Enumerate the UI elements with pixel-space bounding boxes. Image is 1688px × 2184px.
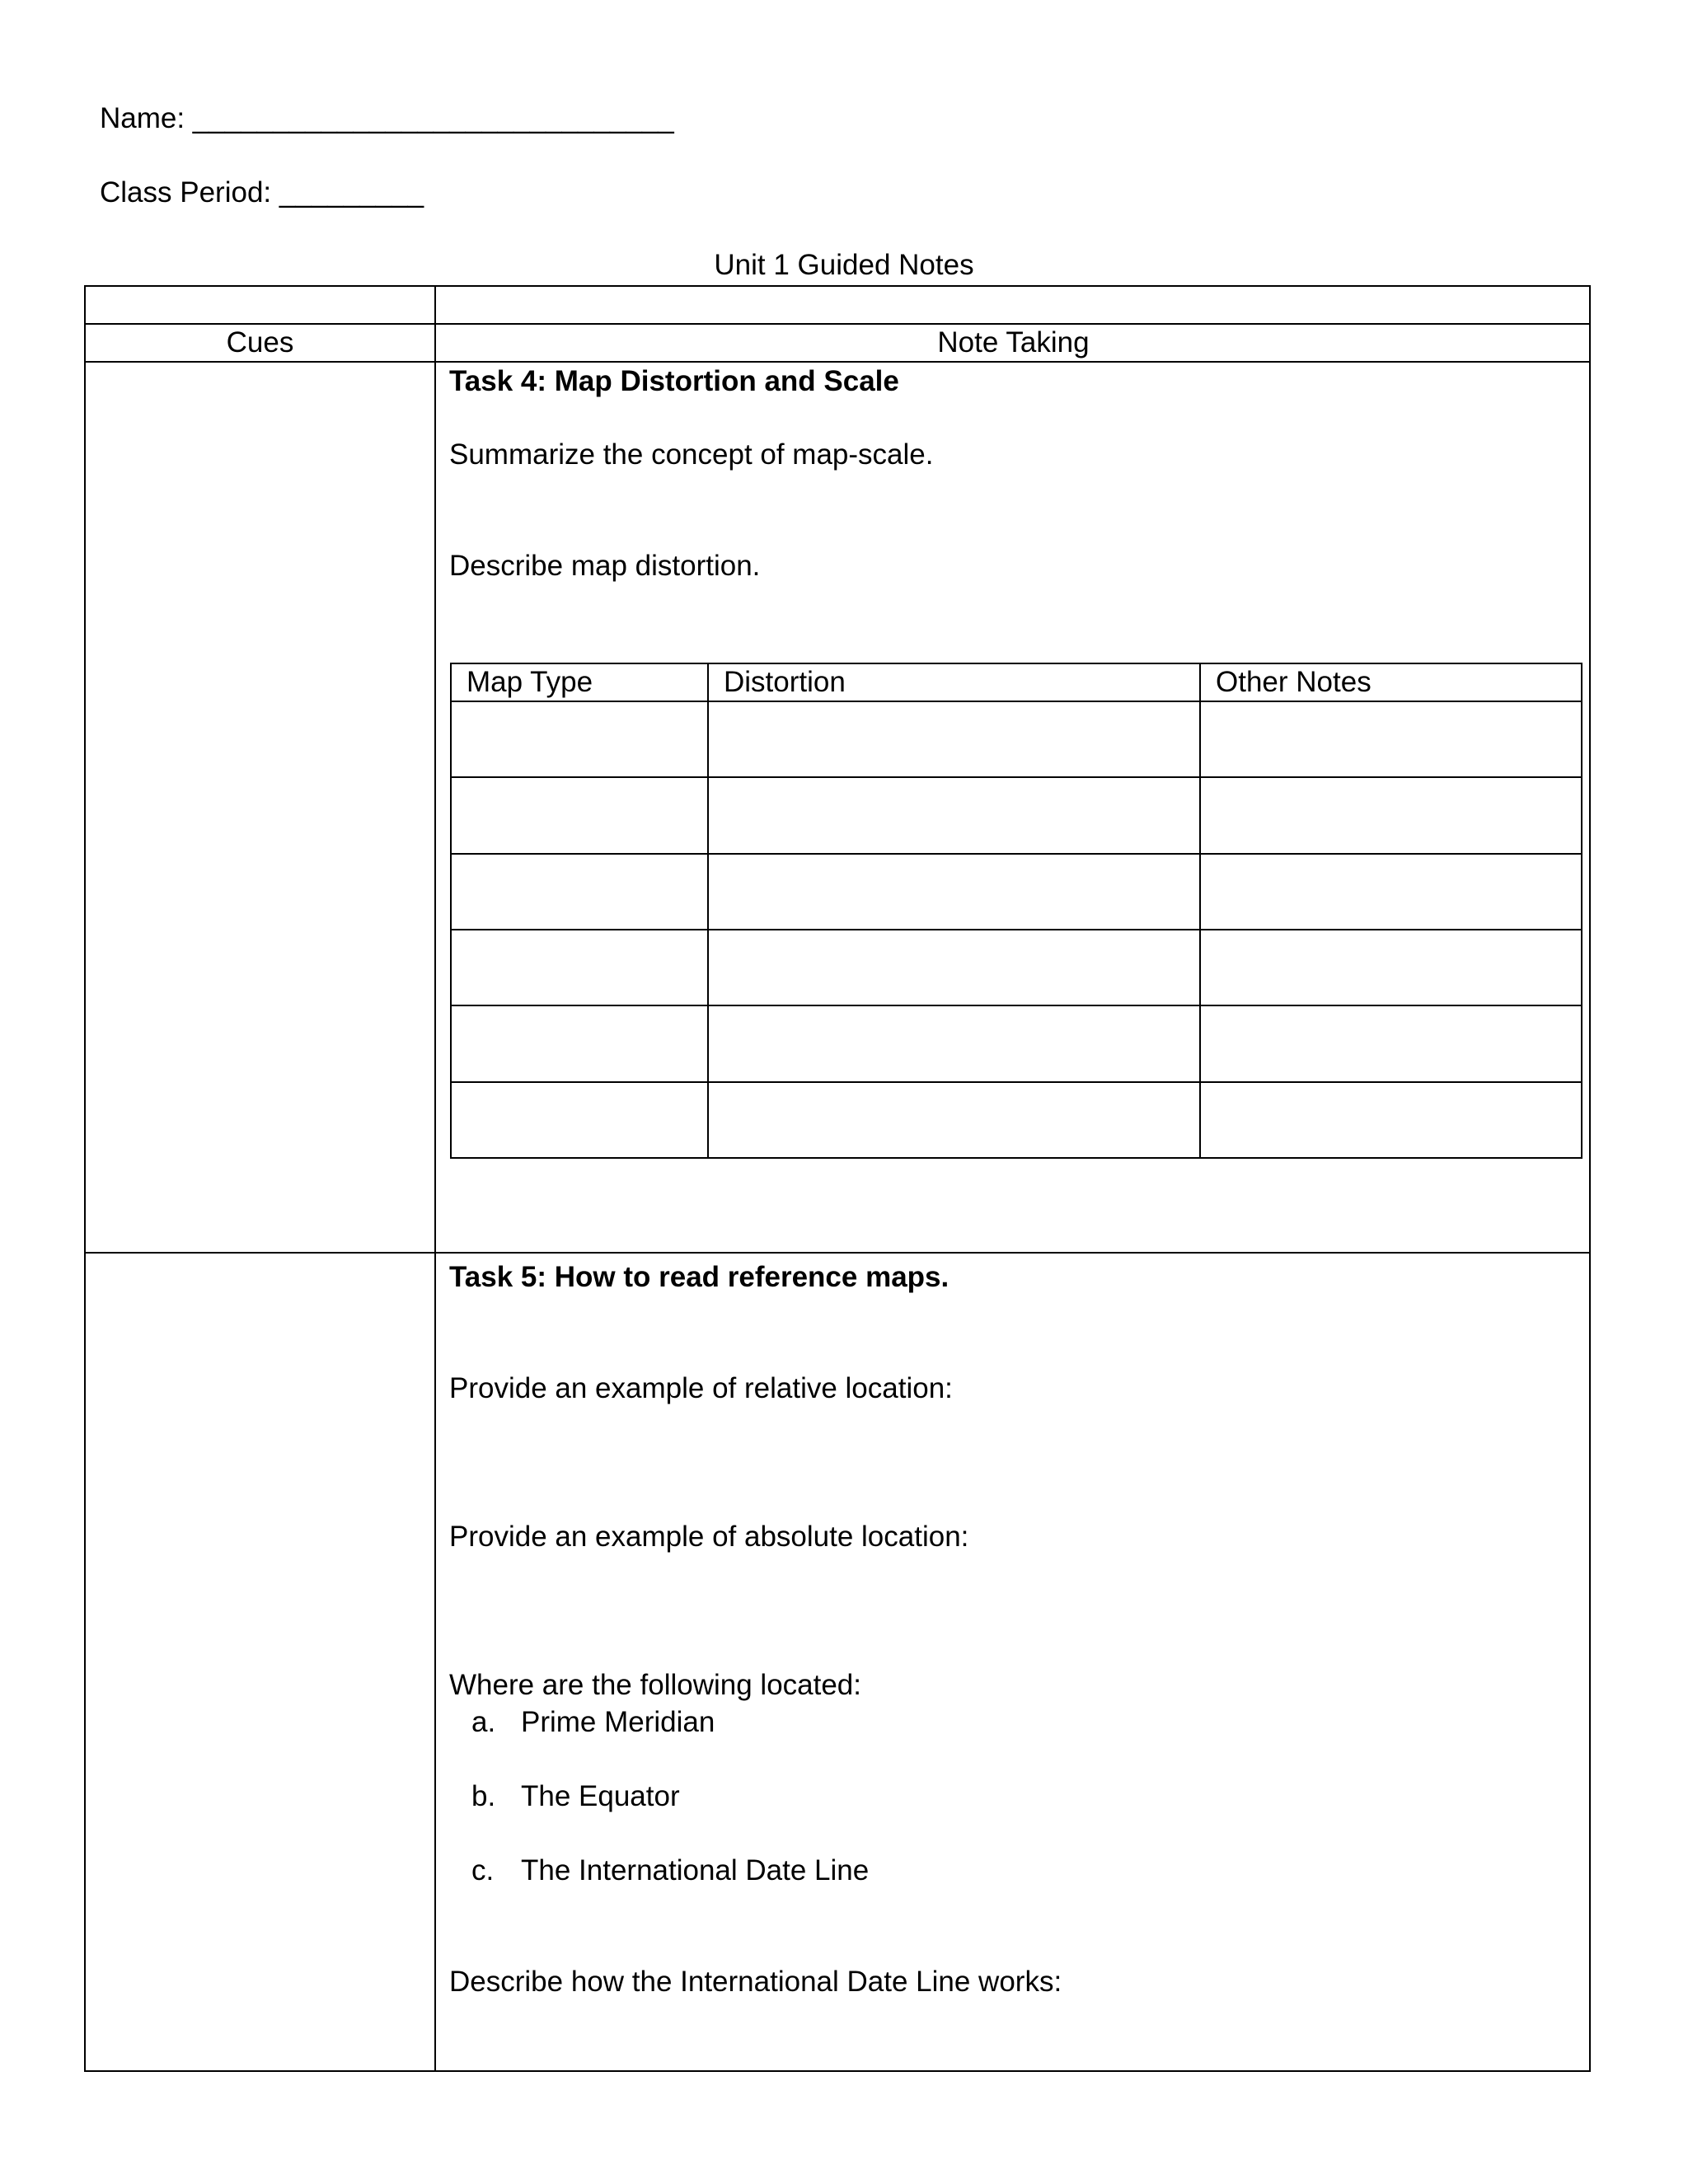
task5-prompt-idl-explanation: Describe how the International Date Line works:	[449, 1966, 1062, 1998]
table-cell[interactable]	[1200, 854, 1582, 930]
page-title: Unit 1 Guided Notes	[714, 249, 974, 281]
map-distortion-table	[450, 663, 1582, 1159]
list-marker-c: c.	[471, 1854, 495, 1886]
task5-heading: Task 5: How to read reference maps.	[449, 1261, 950, 1293]
column-header-row-divider	[84, 361, 1591, 363]
list-item-equator: The Equator	[521, 1780, 680, 1812]
task4-prompt-map-scale: Summarize the concept of map-scale.	[449, 438, 934, 471]
table-cell[interactable]	[1200, 1082, 1582, 1158]
table-row	[451, 701, 1582, 777]
table-row	[451, 1005, 1582, 1081]
list-marker-a: a.	[471, 1706, 496, 1738]
table-header-distortion: Distortion	[708, 663, 1200, 701]
table-header-map-type: Map Type	[451, 663, 708, 701]
table-cell[interactable]	[1200, 930, 1582, 1005]
table-cell[interactable]	[708, 1082, 1200, 1158]
list-item-international-date-line: The International Date Line	[521, 1854, 870, 1886]
table-cell[interactable]	[451, 854, 708, 930]
name-field-label: Name: ______________________________	[100, 102, 674, 134]
table-cell[interactable]	[708, 777, 1200, 853]
table-cell[interactable]	[451, 777, 708, 853]
table-header-other-notes: Other Notes	[1200, 663, 1582, 701]
table-cell[interactable]	[451, 1082, 708, 1158]
table-cell[interactable]	[451, 701, 708, 777]
table-cell[interactable]	[708, 930, 1200, 1005]
table-cell[interactable]	[451, 1005, 708, 1081]
table-cell[interactable]	[708, 1005, 1200, 1081]
task5-prompt-relative-location: Provide an example of relative location:	[449, 1372, 953, 1404]
table-cell[interactable]	[708, 701, 1200, 777]
cues-column-header: Cues	[226, 326, 294, 359]
table-cell[interactable]	[1200, 777, 1582, 853]
table-cell[interactable]	[1200, 701, 1582, 777]
note-taking-column-header: Note Taking	[937, 326, 1090, 359]
table-row	[451, 777, 1582, 853]
cues-column-divider	[434, 285, 436, 2072]
table-cell[interactable]	[708, 854, 1200, 930]
table-row	[451, 854, 1582, 930]
table-cell[interactable]	[451, 930, 708, 1005]
task4-prompt-map-distortion: Describe map distortion.	[449, 550, 761, 582]
class-period-field-label: Class Period: _________	[100, 176, 424, 209]
table-cell[interactable]	[1200, 1005, 1582, 1081]
task5-prompt-locations: Where are the following located:	[449, 1669, 861, 1701]
task5-prompt-absolute-location: Provide an example of absolute location:	[449, 1521, 969, 1553]
task-section-divider	[84, 1252, 1591, 1254]
table-row	[451, 930, 1582, 1005]
list-marker-b: b.	[471, 1780, 496, 1812]
table-header-row	[451, 663, 1582, 701]
notes-outer-border	[84, 285, 1591, 2072]
list-item-prime-meridian: Prime Meridian	[521, 1706, 715, 1738]
table-row	[451, 1082, 1582, 1158]
task4-heading: Task 4: Map Distortion and Scale	[449, 365, 899, 397]
